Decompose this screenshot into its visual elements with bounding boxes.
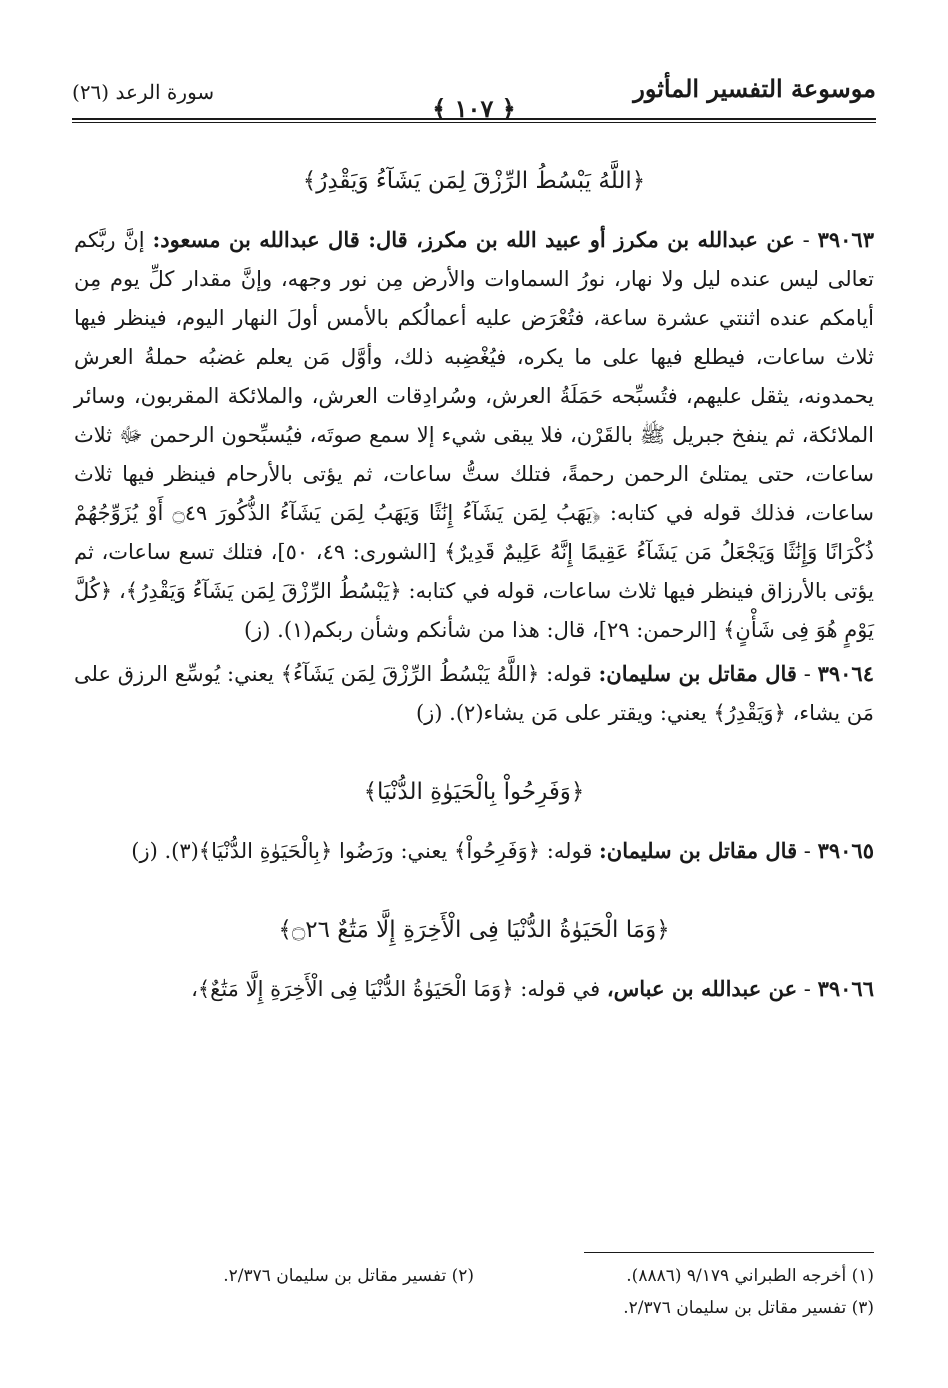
running-header <box>72 66 876 123</box>
narrator: قال مقاتل بن سليمان: <box>598 661 797 686</box>
ayah-heading: ﴿وَفَرِحُواْ بِالْحَيَوٰةِ الدُّنْيَا﴾ <box>363 779 585 805</box>
header-rule-thin <box>72 122 876 123</box>
footnotes <box>74 1260 874 1324</box>
main-text <box>74 156 874 1013</box>
narrator: قال مقاتل بن سليمان: <box>599 838 798 863</box>
page-number: ﴿ ١٠٧ ﴾ <box>72 94 876 123</box>
narration-number: ٣٩٠٦٥ <box>817 838 874 863</box>
narration-text: في قوله: ﴿وَمَا الْحَيَوٰةُ الدُّنْيَا فِى الْأَخِرَةِ إِلَّا مَتَٰعٌ﴾، <box>191 977 601 1001</box>
narration-paragraph: ٣٩٠٦٣ - عن عبدالله بن مكرز أو عبيد الله بن مكرز، قال: قال عبدالله بن مسعود: إنَّ ربَّكم تعالى ليس عنده ليل ولا نهار، نورُ السماوات والأرض مِن نور وجهه، وإنَّ مقدار كلِّ يوم مِن أيامكم عنده اثنتي عشرة ساعة، فتُعْرَض عليه أعمالُكم بالأمس أولَ النهار اليوم، فينظر فيها ثلاث ساعات، فيطلع فيها على ما يكره، فيُغْضِبه ذلك، وأوَّل مَن يعلم غضبُه حملةُ العرش يحمدونه، يثقل عليهم، فتُسبِّحه حَمَلَةُ العرش، وسُرادِقات العرش، والملائكة المقربون، وسائر الملائكة، ثم ينفخ جبريل ﷺ بالقَرْن، فلا يبقى شيء إلا سمع صوتَه، فيُسبِّحون الرحمن ﷻ ثلاث ساعات، حتى يمتلئ الرحمن رحمةً، فتلك ستُّ ساعات، ثم يؤتى بالأرحام فينظر فيها ثلاث ساعات، فذلك قوله في كتابه: ﴿يَهَبُ لِمَن يَشَآءُ إِنَٰثًا وَيَهَبُ لِمَن يَشَآءُ الذُّكُورَ ۝٤٩ أَوْ يُزَوِّجُهُمْ ذُكْرَانًا وَإِنَٰثًا وَيَجْعَلُ مَن يَشَآءُ عَقِيمًا إِنَّهُ عَلِيمٌ قَدِيرٌ﴾ [الشورى: ٤٩، ٥٠]، فتلك تسع ساعات، ثم يؤتى بالأرزاق فينظر فيها ثلاث ساعات، قوله في كتابه: ﴿يَبْسُطُ الرِّزْقَ لِمَن يَشَآءُ وَيَقْدِرُ﴾، ﴿كُلَّ يَوْمٍ هُوَ فِى شَأْنٍ﴾ [الرحمن: ٢٩]، قال: هذا من شأنكم وشأن ربكم(١). (ز) <box>74 227 874 642</box>
surah-name: سورة الرعد (٢٦) <box>72 80 215 104</box>
narration-number: ٣٩٠٦٤ <box>817 661 874 686</box>
narrator: عن عبدالله بن عباس، <box>606 976 798 1001</box>
narration-text: قوله: ﴿اللَّهُ يَبْسُطُ الرِّزْقَ لِمَن يَشَآءُ﴾ يعني: يُوسِّع الرزق على مَن يشاء، ﴿وَيَقْدِرُ﴾ يعني: ويقتر على مَن يشاء(٢). (ز) <box>74 662 874 725</box>
narration-paragraph: ٣٩٠٦٦ - عن عبدالله بن عباس، في قوله: ﴿وَمَا الْحَيَوٰةُ الدُّنْيَا فِى الْأَخِرَةِ إِلَّا مَتَٰعٌ﴾، <box>191 976 874 1001</box>
narration-text: قوله: ﴿وَفَرِحُواْ﴾ يعني: ورَضُوا ﴿بِالْحَيَوٰةِ الدُّنْيَا﴾(٣). (ز) <box>131 839 593 863</box>
narration-paragraph: ٣٩٠٦٥ - قال مقاتل بن سليمان: قوله: ﴿وَفَرِحُواْ﴾ يعني: ورَضُوا ﴿بِالْحَيَوٰةِ الدُّنْيَا﴾(٣). (ز) <box>131 838 874 863</box>
footnote-2: (٢) تفسير مقاتل بن سليمان ٢/٣٧٦. <box>223 1266 474 1286</box>
narration-number: ٣٩٠٦٣ <box>817 227 874 252</box>
narration-paragraph: ٣٩٠٦٤ - قال مقاتل بن سليمان: قوله: ﴿اللَّهُ يَبْسُطُ الرِّزْقَ لِمَن يَشَآءُ﴾ يعني: يُوسِّع الرزق على مَن يشاء، ﴿وَيَقْدِرُ﴾ يعني: ويقتر على مَن يشاء(٢). (ز) <box>74 661 874 725</box>
ayah-heading: ﴿اللَّهُ يَبْسُطُ الرِّزْقَ لِمَن يَشَآءُ وَيَقْدِرُ﴾ <box>302 168 646 194</box>
narrator: عن عبدالله بن مكرز أو عبيد الله بن مكرز، قال: قال عبدالله بن مسعود: <box>152 227 795 252</box>
footnote-rule <box>584 1252 874 1253</box>
narration-text: إنَّ ربَّكم تعالى ليس عنده ليل ولا نهار، نورُ السماوات والأرض مِن نور وجهه، وإنَّ مقدار كلِّ يوم مِن أيامكم عنده اثنتي عشرة ساعة، فتُعْرَض عليه أعمالُكم بالأمس أولَ النهار اليوم، فينظر فيها ثلاث ساعات، فيطلع فيها على ما يكره، فيُغْضِبه ذلك، وأوَّل مَن يعلم غضبُه حملةُ العرش يحمدونه، يثقل عليهم، فتُسبِّحه حَمَلَةُ العرش، وسُرادِقات العرش، والملائكة المقربون، وسائر الملائكة، ثم ينفخ جبريل ﷺ بالقَرْن، فلا يبقى شيء إلا سمع صوتَه، فيُسبِّحون الرحمن ﷻ ثلاث ساعات، حتى يمتلئ الرحمن رحمةً، فتلك ستُّ ساعات، ثم يؤتى بالأرحام فينظر فيها ثلاث ساعات، فذلك قوله في كتابه: ﴿يَهَبُ لِمَن يَشَآءُ إِنَٰثًا وَيَهَبُ لِمَن يَشَآءُ الذُّكُورَ ۝٤٩ أَوْ يُزَوِّجُهُمْ ذُكْرَانًا وَإِنَٰثًا وَيَجْعَلُ مَن يَشَآءُ عَقِيمًا إِنَّهُ عَلِيمٌ قَدِيرٌ﴾ [الشورى: ٤٩، ٥٠]، فتلك تسع ساعات، ثم يؤتى بالأرزاق فينظر فيها ثلاث ساعات، قوله في كتابه: ﴿يَبْسُطُ الرِّزْقَ لِمَن يَشَآءُ وَيَقْدِرُ﴾، ﴿كُلَّ يَوْمٍ هُوَ فِى شَأْنٍ﴾ [الرحمن: ٢٩]، قال: هذا من شأنكم وشأن ربكم(١). (ز) <box>74 228 874 642</box>
footnote-3: (٣) تفسير مقاتل بن سليمان ٢/٣٧٦. <box>623 1298 874 1318</box>
narration-number: ٣٩٠٦٦ <box>817 976 874 1001</box>
footnote-1: (١) أخرجه الطبراني ٩/١٧٩ (٨٨٨٦). <box>626 1266 874 1286</box>
ayah-heading: ﴿وَمَا الْحَيَوٰةُ الدُّنْيَا فِى الْأَخِرَةِ إِلَّا مَتَٰعٌ ۝٢٦﴾ <box>278 917 670 943</box>
header-rule <box>72 118 876 120</box>
book-title: موسوعة التفسير المأثور <box>633 74 876 103</box>
